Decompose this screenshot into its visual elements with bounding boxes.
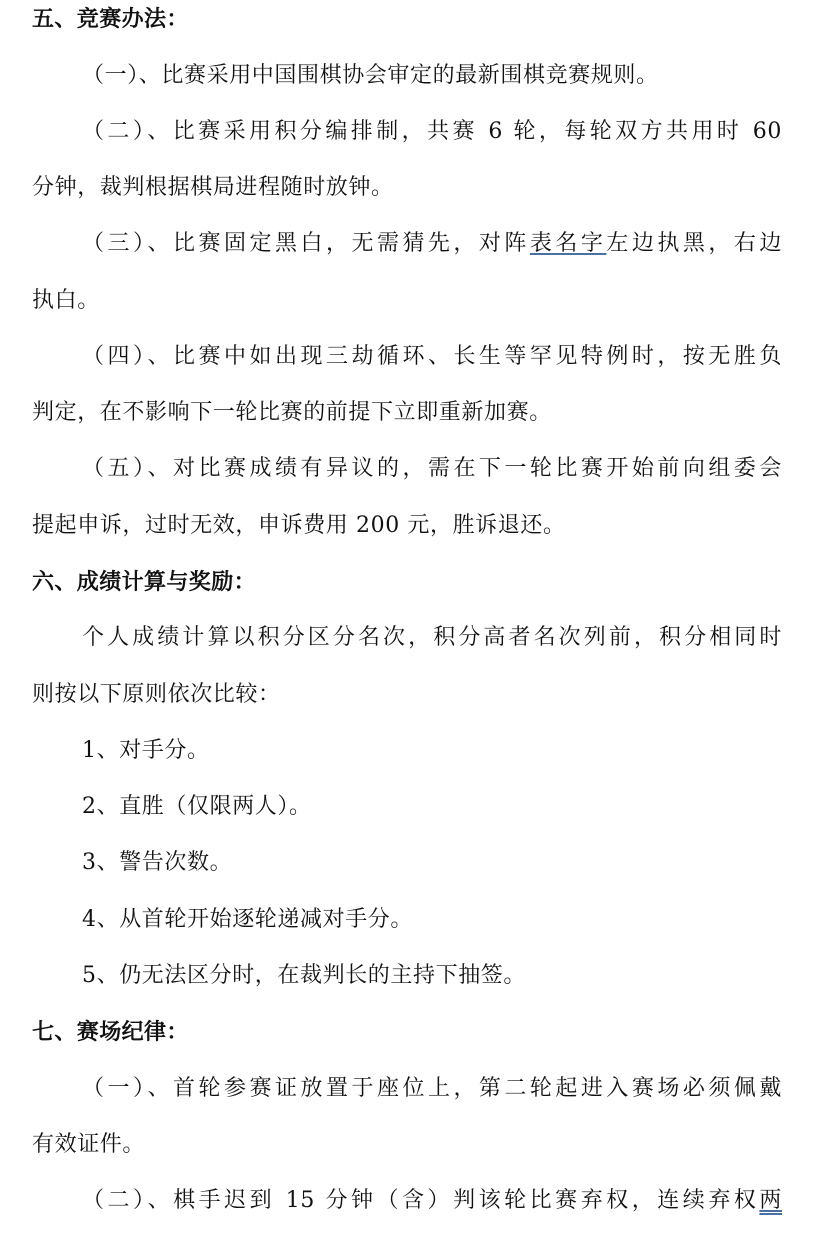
paragraph-3-text-after: 左边执黑，右边 (606, 231, 782, 256)
section-5-paragraph-2-line-2: 分钟，裁判根据棋局进程随时放钟。 (32, 175, 394, 200)
list-item: 5、仍无法区分时，在裁判长的主持下抽签。 (82, 963, 526, 988)
paragraph-3-text-before: （三）、比赛固定黑白，无需猜先，对阵 (82, 231, 530, 256)
section-5-paragraph-1: （一）、比赛采用中国围棋协会审定的最新围棋竞赛规则。 (82, 63, 659, 88)
section-5-paragraph-3-line-2: 执白。 (32, 288, 100, 313)
list-item: 3、警告次数。 (82, 850, 233, 875)
paragraph-text: （二）、棋手迟到 15 分钟（含）判该轮比赛弃权，连续弃权 (82, 1188, 760, 1213)
list-item: 4、从首轮开始逐轮递减对手分。 (82, 907, 413, 932)
section-6-intro-line-2: 则按以下原则依次比较： (32, 682, 281, 707)
section-7-paragraph-2-line-1 (82, 1186, 782, 1216)
underlined-term-two: 两 (759, 1188, 782, 1213)
section-5-paragraph-5-line-2: 提起申诉，过时无效，申诉费用 200 元，胜诉退还。 (32, 513, 566, 538)
section-5-paragraph-3-line-1 (82, 229, 782, 259)
list-item: 2、直胜（仅限两人）。 (82, 794, 312, 819)
section-6-heading: 六、成绩计算与奖励： (32, 569, 257, 595)
section-5-paragraph-2-line-1: （二）、比赛采用积分编排制，共赛 6 轮，每轮双方共用时 60 (82, 119, 782, 144)
section-5-paragraph-4-line-2: 判定，在不影响下一轮比赛的前提下立即重新加赛。 (32, 400, 552, 425)
section-6-intro-line-1: 个人成绩计算以积分区分名次，积分高者名次列前，积分相同时 (82, 625, 782, 650)
section-7-heading: 七、赛场纪律： (32, 1019, 189, 1045)
list-item: 1、对手分。 (82, 738, 210, 763)
section-5-heading: 五、竞赛办法： (32, 6, 189, 32)
section-5-paragraph-5-line-1: （五）、对比赛成绩有异议的，需在下一轮比赛开始前向组委会 (82, 456, 782, 481)
section-7-paragraph-1-line-1: （一）、首轮参赛证放置于座位上，第二轮起进入赛场必须佩戴 (82, 1076, 782, 1101)
section-5-paragraph-4-line-1: （四）、比赛中如出现三劫循环、长生等罕见特例时，按无胜负 (82, 344, 782, 369)
section-7-paragraph-1-line-2: 有效证件。 (32, 1132, 146, 1157)
underlined-term-table-names: 表名字 (529, 231, 607, 256)
